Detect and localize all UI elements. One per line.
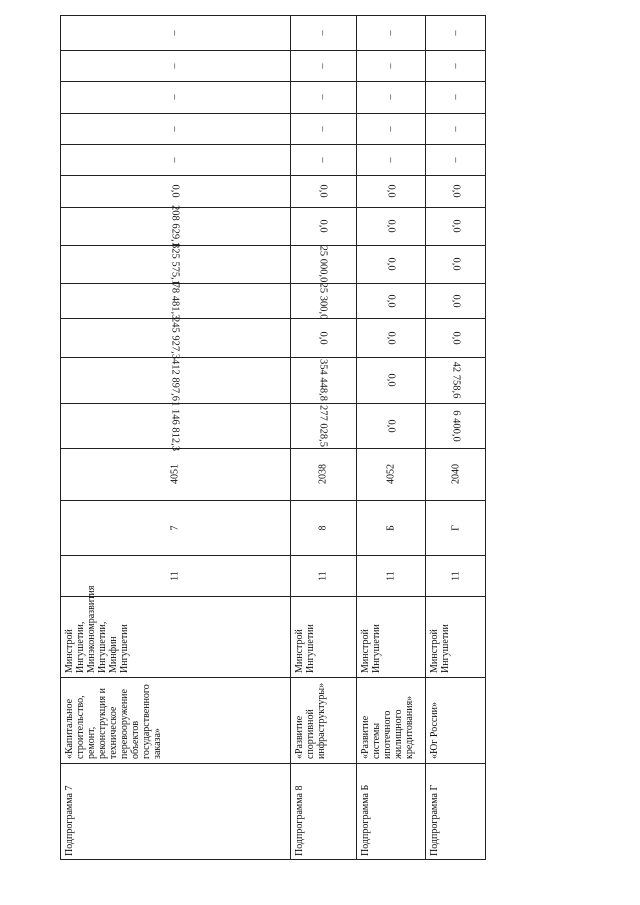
value-cell-text: 0,0 — [450, 330, 461, 345]
sub-cell — [356, 500, 425, 555]
value-cell — [60, 144, 290, 175]
value-cell — [60, 50, 290, 81]
value-cell — [290, 207, 356, 245]
value-cell — [356, 144, 425, 175]
value-cell — [425, 15, 486, 50]
code-cell-text: 11 — [169, 570, 181, 581]
value-cell-text: – — [450, 94, 461, 100]
value-cell — [425, 357, 486, 403]
executor-cell-text: Минстрой Ингушетии — [429, 624, 451, 673]
code-cell — [290, 555, 356, 596]
value-cell — [60, 245, 290, 283]
value-cell-text: – — [169, 94, 181, 100]
executor-cell — [290, 596, 356, 677]
code-cell — [60, 555, 290, 596]
value-cell — [60, 207, 290, 245]
name-cell-text: «Развитие системы ипотечного жилищного кредитования» — [360, 695, 415, 759]
value-cell-text: – — [317, 94, 329, 100]
program-cell-text: Подпрограмма Б — [360, 784, 371, 856]
code-cell-text: 11 — [385, 570, 396, 581]
value-cell — [425, 81, 486, 113]
value-cell — [425, 207, 486, 245]
value-cell — [290, 318, 356, 357]
code-cell — [356, 555, 425, 596]
code-cell-text: 11 — [450, 570, 461, 581]
name-cell — [60, 677, 290, 763]
value-cell — [290, 81, 356, 113]
value-cell — [425, 113, 486, 144]
value-cell-text: 0,0 — [450, 257, 461, 271]
value-cell-text: 0,0 — [385, 330, 396, 345]
value-cell-text: 1 146 812,3 — [169, 400, 181, 451]
value-cell-text: – — [385, 126, 396, 131]
value-cell-text: – — [450, 126, 461, 131]
value-cell-text: 354 448,8 — [317, 359, 329, 401]
program-cell — [356, 763, 425, 860]
value-cell-text: – — [317, 30, 329, 35]
value-cell — [290, 144, 356, 175]
value-cell — [356, 15, 425, 50]
code-cell-text: 11 — [317, 570, 329, 581]
value-cell — [356, 357, 425, 403]
value-cell-text: – — [385, 30, 396, 35]
value-cell-text: – — [169, 157, 181, 162]
value-cell — [60, 318, 290, 357]
value-cell-text: 0,0 — [385, 219, 396, 233]
value-cell — [60, 175, 290, 207]
name-cell-text: «Развитие спортивной инфраструктуры» — [294, 682, 327, 759]
name-cell — [356, 677, 425, 763]
value-cell-text: 0,0 — [385, 293, 396, 308]
name-cell-text: «Юг России» — [429, 701, 440, 759]
value-cell — [356, 318, 425, 357]
program-cell — [60, 763, 290, 860]
value-cell — [425, 144, 486, 175]
name-cell — [425, 677, 486, 763]
value-cell — [356, 245, 425, 283]
value-cell — [425, 403, 486, 448]
value-cell — [290, 113, 356, 144]
value-cell-text: – — [169, 63, 181, 68]
sub-cell-text: 8 — [317, 525, 329, 530]
value-cell-text: – — [385, 63, 396, 68]
value-cell — [425, 245, 486, 283]
sub-cell-text: Б — [385, 524, 396, 531]
value-cell — [290, 50, 356, 81]
value-cell-text: 0,0 — [385, 418, 396, 433]
kcs-cell — [356, 448, 425, 500]
executor-cell-text: Минстрой Ингушетии, Минэкономразвития Ингушетии, Минфин Ингушетии — [64, 585, 130, 673]
kcs-cell — [60, 448, 290, 500]
sub-cell — [60, 500, 290, 555]
value-cell — [60, 357, 290, 403]
program-cell — [290, 763, 356, 860]
value-cell-text: 0,0 — [385, 257, 396, 271]
sub-cell — [290, 500, 356, 555]
value-cell-text: – — [317, 126, 329, 131]
kcs-cell-text: 4051 — [169, 464, 181, 484]
value-cell — [356, 283, 425, 318]
value-cell-text: – — [169, 126, 181, 131]
value-cell-text: – — [317, 157, 329, 162]
value-cell-text: 0,0 — [450, 219, 461, 233]
program-cell-text: Подпрограмма 8 — [294, 785, 305, 856]
value-cell — [60, 81, 290, 113]
kcs-cell-text: 2040 — [450, 464, 461, 484]
value-cell-text: 208 629,1 — [169, 205, 181, 247]
value-cell — [356, 175, 425, 207]
value-cell-text: 0,0 — [317, 184, 329, 198]
value-cell-text: 412 897,6 — [169, 359, 181, 401]
value-cell-text: 42 758,6 — [450, 361, 461, 399]
value-cell — [356, 113, 425, 144]
value-cell-text: 0,0 — [385, 184, 396, 198]
value-cell-text: 25 300,0 — [317, 282, 329, 319]
executor-cell — [60, 585, 290, 677]
value-cell — [290, 175, 356, 207]
value-cell-text: – — [450, 30, 461, 35]
value-cell — [356, 403, 425, 448]
value-cell-text: 0,0 — [169, 184, 181, 198]
value-cell-text: 0,0 — [385, 373, 396, 387]
value-cell-text: – — [450, 63, 461, 68]
value-cell — [290, 15, 356, 50]
sub-cell-text: 7 — [169, 525, 181, 530]
value-cell-text: – — [450, 157, 461, 162]
value-cell — [425, 50, 486, 81]
name-cell — [290, 677, 356, 763]
program-cell-text: Подпрограмма 7 — [64, 785, 75, 856]
value-cell — [290, 357, 356, 403]
name-cell-text: «Капитальное строительство, ремонт, реконструкция и техническое перевооружение объектов государственного заказа» — [64, 684, 163, 759]
value-cell-text: 325 575,1 — [169, 243, 181, 285]
value-cell-text: 277 028,5 — [317, 404, 329, 447]
executor-cell-text: Минстрой Ингушетии — [360, 624, 382, 673]
kcs-cell-text: 4052 — [385, 464, 396, 484]
value-cell-text: – — [317, 63, 329, 68]
kcs-cell — [290, 448, 356, 500]
value-cell-text: 25 000,0 — [317, 245, 329, 283]
value-cell — [356, 50, 425, 81]
value-cell-text: – — [385, 157, 396, 162]
value-cell-text: 0,0 — [450, 184, 461, 198]
kcs-cell-text: 2038 — [317, 464, 329, 484]
value-cell-text: – — [169, 30, 181, 35]
value-cell — [60, 283, 290, 318]
executor-cell — [425, 596, 486, 677]
program-cell-text: Подпрограмма Г — [429, 784, 440, 856]
value-cell — [290, 283, 356, 318]
value-cell-text: 0,0 — [317, 219, 329, 233]
executor-cell-text: Минстрой Ингушетии — [294, 624, 316, 673]
value-cell — [425, 318, 486, 357]
executor-cell — [356, 596, 425, 677]
value-cell — [60, 15, 290, 50]
value-cell — [290, 403, 356, 448]
value-cell-text: 6 400,0 — [450, 409, 461, 442]
value-cell-text: 0,0 — [317, 330, 329, 345]
value-cell-text: 78 481,3 — [169, 282, 181, 319]
sub-cell — [425, 500, 486, 555]
value-cell — [60, 113, 290, 144]
value-cell — [356, 207, 425, 245]
code-cell — [425, 555, 486, 596]
value-cell — [425, 175, 486, 207]
value-cell-text: – — [385, 94, 396, 100]
sub-cell-text: Г — [450, 524, 461, 531]
value-cell-text: 245 927,3 — [169, 316, 181, 359]
value-cell — [425, 283, 486, 318]
kcs-cell — [425, 448, 486, 500]
value-cell — [290, 245, 356, 283]
program-cell — [425, 763, 486, 860]
value-cell — [60, 400, 290, 451]
value-cell — [356, 81, 425, 113]
value-cell-text: 0,0 — [450, 293, 461, 308]
